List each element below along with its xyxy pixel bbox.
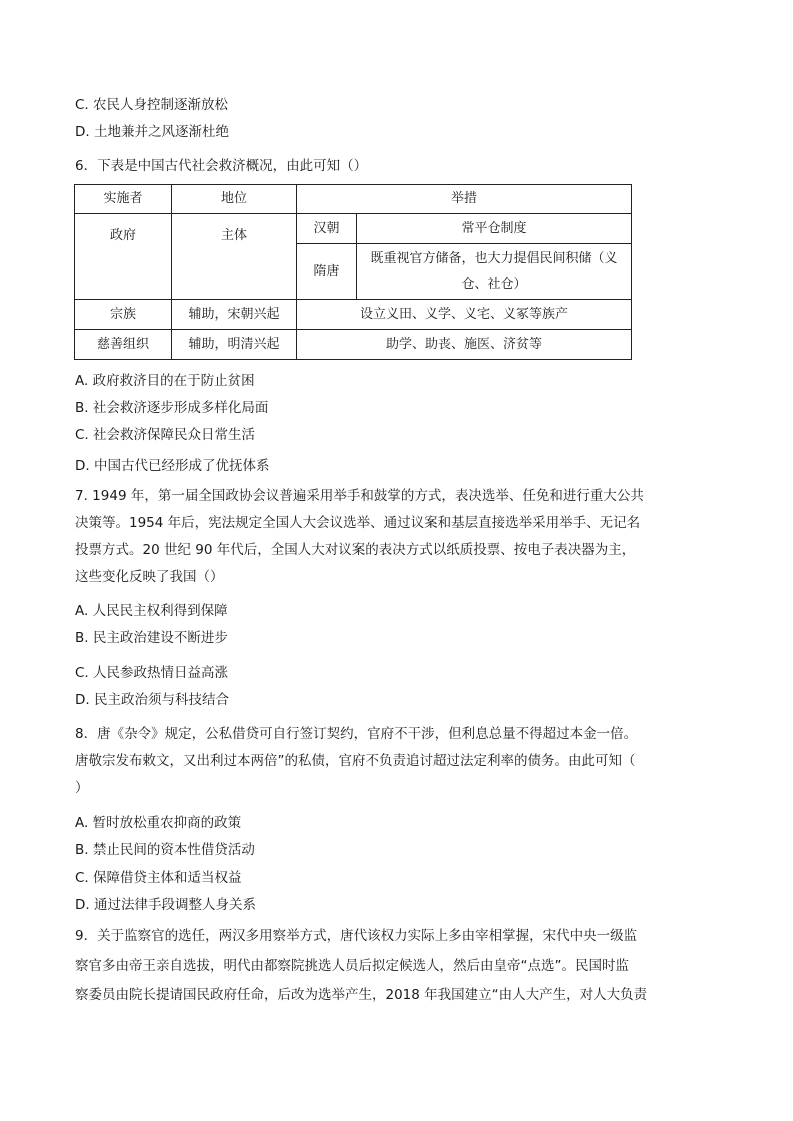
q9-stem-line-1: 9．关于监察官的选任，两汉多用察举方式，唐代该权力实际上多由宰相掌握，宋代中央一级监 xyxy=(75,928,638,944)
suitang-measure-line-1: 既重视官方储备，也大力提倡民间积储（义 xyxy=(370,250,618,266)
q7-option-a: A. 人民民主权利得到保障 xyxy=(75,603,228,619)
q8-option-c: C. 保障借贷主体和适当权益 xyxy=(75,870,242,886)
q6-option-d: D. 中国古代已经形成了优抚体系 xyxy=(75,458,270,474)
gov-status-cell: 主体 xyxy=(172,214,297,300)
q7-stem-line-3: 投票方式。20 世纪 90 年代后，全国人大对议案的表决方式以纸质投票、按电子表决器为主， xyxy=(75,542,636,558)
q8-option-a: A. 暂时放松重农抑商的政策 xyxy=(75,815,242,831)
table-row xyxy=(75,214,632,244)
table-row xyxy=(75,300,632,330)
relief-table xyxy=(74,184,632,360)
q7-option-b: B. 民主政治建设不断进步 xyxy=(75,630,228,646)
suitang-measure-cell xyxy=(357,244,632,300)
q8-option-d: D. 通过法律手段调整人身关系 xyxy=(75,897,256,913)
clan-status-cell: 辅助，宋朝兴起 xyxy=(172,300,297,330)
charity-status-cell: 辅助，明清兴起 xyxy=(172,330,297,360)
clan-measure-cell: 设立义田、义学、义宅、义冢等族产 xyxy=(297,300,632,330)
q9-stem-line-3: 察委员由院长提请国民政府任命，后改为选举产生，2018 年我国建立“由人大产生，对人大负责 xyxy=(75,987,648,1003)
charity-measure-cell: 助学、助丧、施医、济贫等 xyxy=(297,330,632,360)
header-measures: 举措 xyxy=(297,185,632,214)
suitang-cell: 隋唐 xyxy=(297,244,357,300)
q8-stem-line-3: ） xyxy=(75,780,89,796)
q7-option-d: D. 民主政治须与科技结合 xyxy=(75,692,229,708)
table-header-row xyxy=(75,185,632,214)
q7-stem-line-4: 这些变化反映了我国（） xyxy=(75,569,224,585)
q8-option-b: B. 禁止民间的资本性借贷活动 xyxy=(75,842,255,858)
q6-option-b: B. 社会救济逐步形成多样化局面 xyxy=(75,400,269,416)
q8-stem-line-2: 唐敬宗发布敕文，又出利过本两倍”的私债，官府不负责追讨超过法定利率的债务。由此可知（ xyxy=(75,753,636,769)
q9-stem-line-2: 察官多由帝王亲自选拔，明代由都察院挑选人员后拟定候选人，然后由皇帝“点选”。民国时监 xyxy=(75,958,629,974)
clan-actor-cell: 宗族 xyxy=(75,300,172,330)
q7-stem-line-2: 决策等。1954 年后，宪法规定全国人大会议选举、通过议案和基层直接选举采用举手、无记名 xyxy=(75,515,641,531)
gov-actor-cell: 政府 xyxy=(75,214,172,300)
header-status: 地位 xyxy=(172,185,297,214)
q6-option-a: A. 政府救济目的在于防止贫困 xyxy=(75,373,255,389)
q6-stem: 6．下表是中国古代社会救济概况，由此可知（） xyxy=(75,158,368,174)
charity-actor-cell: 慈善组织 xyxy=(75,330,172,360)
q5-option-d: D. 土地兼并之风逐渐杜绝 xyxy=(75,124,229,140)
q8-stem-line-1: 8．唐《杂令》规定，公私借贷可自行签订契约，官府不干涉，但利息总量不得超过本金一倍。 xyxy=(75,726,638,742)
q7-option-c: C. 人民参政热情日益高涨 xyxy=(75,665,229,681)
han-measure-cell: 常平仓制度 xyxy=(357,214,632,244)
q6-option-c: C. 社会救济保障民众日常生活 xyxy=(75,427,256,443)
q7-stem-line-1: 7. 1949 年，第一届全国政协会议普遍采用举手和鼓掌的方式，表决选举、任免和进行重大公共 xyxy=(75,488,644,504)
q5-option-c: C. 农民人身控制逐渐放松 xyxy=(75,97,229,113)
header-actor: 实施者 xyxy=(75,185,172,214)
han-cell: 汉朝 xyxy=(297,214,357,244)
table-row xyxy=(75,330,632,360)
suitang-measure-line-2: 仓、社仓） xyxy=(461,276,527,292)
